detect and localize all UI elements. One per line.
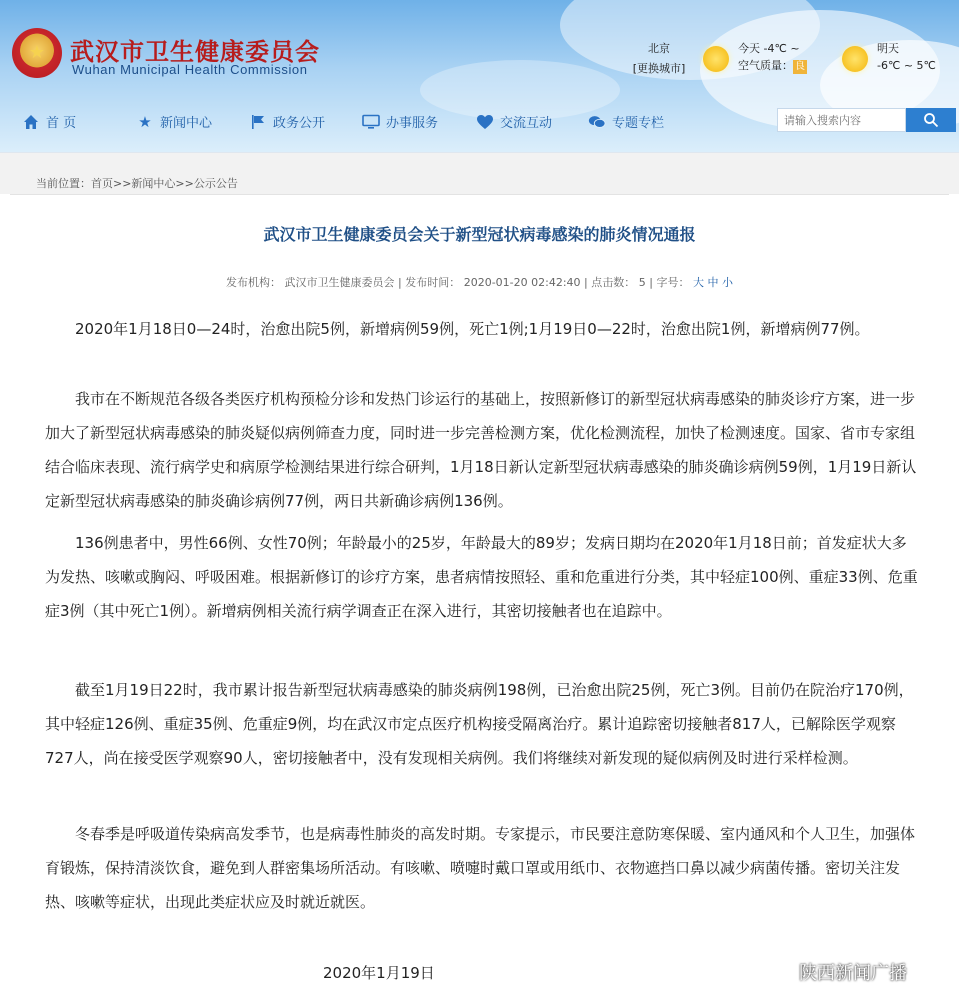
nav-label: 首 页 — [46, 116, 77, 131]
air-quality-label: 空气质量： — [738, 59, 793, 72]
sun-icon — [842, 46, 868, 72]
meta-separator: | — [398, 276, 402, 289]
monitor-icon — [362, 113, 380, 131]
site-name-en: Wuhan Municipal Health Commission — [72, 62, 308, 77]
nav-item-gov-affairs[interactable] — [249, 112, 325, 131]
city-name: 北京 — [648, 42, 670, 55]
search-icon — [923, 112, 939, 128]
meta-size-label: 字号： — [656, 276, 690, 289]
sun-icon — [703, 46, 729, 72]
font-size-medium-link[interactable]: 中 — [707, 276, 719, 289]
nav-item-services[interactable] — [362, 112, 438, 131]
article-date: 2020年1月19日 — [323, 964, 435, 982]
today-temp: -4℃ ~ — [763, 42, 800, 55]
today-label: 今天 — [738, 42, 760, 55]
nav-item-home[interactable] — [22, 112, 76, 131]
meta-publisher: 武汉市卫生健康委员会 — [284, 276, 395, 289]
article-paragraph: 截至1月19日22时，我市累计报告新型冠状病毒感染的肺炎病例198例，已治愈出院25例，死亡3例。目前仍在院治疗170例，其中轻症126例、重症35例、危重症9例，均在武汉市定点医疗机构接受隔离治疗。累计追踪密切接触者817人，已解除医学观察727人，尚在接受医学观察90人，密切接触者中，没有发现相关病例。我们将继续对新发现的疑似病例及时进行采样检测。 — [45, 681, 914, 767]
weather-tomorrow — [877, 40, 936, 74]
weather-city — [631, 40, 687, 76]
nav-item-news[interactable] — [136, 112, 212, 131]
article-paragraph: 136例患者中，男性66例、女性70例；年龄最小的25岁，年龄最大的89岁；发病日期均在2020年1月18日前；首发症状大多为发热、咳嗽或胸闷、呼吸困难。根据新修订的诊疗方案，患者病情按照轻、重和危重进行分类，其中轻症100例、重症33例、危重症3例（其中死亡1例）。新增病例相关流行病学调查正在深入进行，其密切接触者也在追踪中。 — [45, 534, 918, 620]
meta-separator: | — [584, 276, 588, 289]
meta-publisher-label: 发布机构： — [226, 276, 281, 289]
tomorrow-label: 明天 — [877, 42, 899, 55]
nav-label: 政务公开 — [273, 116, 326, 131]
article-paragraph: 我市在不断规范各级各类医疗机构预检分诊和发热门诊运行的基础上，按照新修订的新型冠状病毒感染的肺炎诊疗方案，进一步加大了新型冠状病毒感染的肺炎疑似病例筛查力度，同时进一步完善检测方案，优化检测流程，加快了检测速度。国家、省市专家组结合临床表现、流行病学史和病原学检测结果进行综合研判，1月18日新认定新型冠状病毒感染的肺炎确诊病例59例，1月19日新认定新型冠状病毒感染的肺炎确诊病例77例，两日共新确诊病例136例。 — [45, 390, 917, 510]
meta-clicks: 5 — [638, 276, 646, 289]
weather-today — [738, 40, 807, 74]
home-icon — [22, 113, 40, 131]
meta-time: 2020-01-20 02:42:40 — [463, 276, 581, 289]
font-size-large-link[interactable]: 大 — [692, 276, 704, 289]
weibo-icon — [763, 960, 793, 984]
chat-icon — [588, 113, 606, 131]
nav-label: 专题专栏 — [612, 116, 665, 131]
change-city-link[interactable]: [更换城市] — [632, 62, 686, 75]
search-button[interactable] — [906, 108, 956, 132]
breadcrumb-bar — [0, 152, 959, 194]
site-header — [0, 0, 959, 152]
meta-separator: | — [649, 276, 653, 289]
nav-item-interaction[interactable] — [476, 112, 552, 131]
tomorrow-temp: -6℃ ~ 5℃ — [877, 59, 936, 72]
breadcrumb[interactable]: 当前位置：首页>>新闻中心>>公示公告 — [36, 177, 238, 190]
air-quality-badge: 良 — [795, 61, 805, 72]
flag-icon — [249, 113, 267, 131]
nav-item-special-topics[interactable] — [588, 112, 664, 131]
font-size-small-link[interactable]: 小 — [721, 276, 733, 289]
meta-clicks-label: 点击数： — [591, 276, 636, 289]
article-paragraph: 2020年1月18日0—24时，治愈出院5例，新增病例59例，死亡1例;1月19日0—22时，治愈出院1例，新增病例77例。 — [75, 320, 870, 338]
article-meta — [0, 274, 959, 290]
weibo-watermark — [763, 959, 907, 985]
meta-time-label: 发布时间： — [405, 276, 461, 289]
nav-label: 交流互动 — [500, 116, 553, 131]
national-emblem-icon[interactable] — [12, 28, 62, 78]
star-icon: ★ — [138, 112, 152, 131]
site-name-cn[interactable]: 武汉市卫生健康委员会 — [70, 37, 320, 66]
divider — [10, 194, 949, 195]
article-title: 武汉市卫生健康委员会关于新型冠状病毒感染的肺炎情况通报 — [263, 225, 696, 244]
search-input[interactable] — [777, 108, 906, 132]
article-paragraph: 冬春季是呼吸道传染病高发季节，也是病毒性肺炎的高发时期。专家提示，市民要注意防寒保暖、室内通风和个人卫生，加强体育锻炼，保持清淡饮食，避免到人群密集场所活动。有咳嗽、喷嚏时戴口罩或用纸巾、衣物遮挡口鼻以减少病菌传播。密切关注发热、咳嗽等症状，出现此类症状应及时就近就医。 — [45, 825, 916, 911]
nav-label: 办事服务 — [386, 116, 439, 131]
heart-icon — [476, 113, 494, 131]
nav-label: 新闻中心 — [160, 116, 213, 131]
watermark-text: 陕西新闻广播 — [799, 963, 907, 984]
